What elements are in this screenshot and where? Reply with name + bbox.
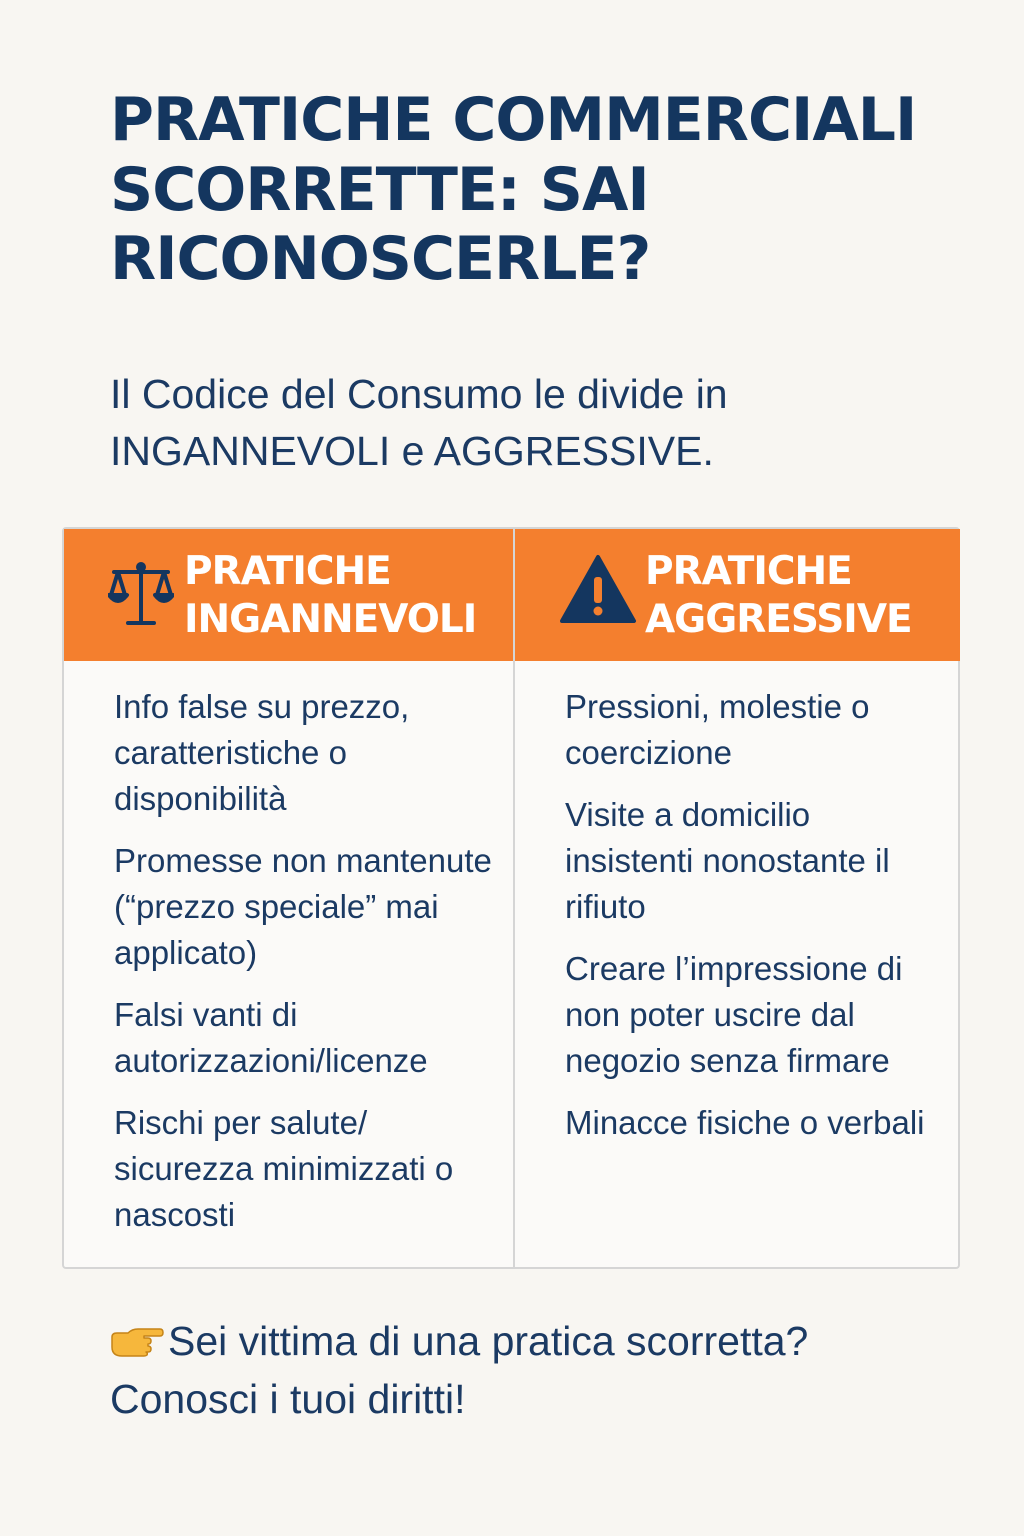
list-ingannevoli <box>114 684 497 1254</box>
list-item: Falsi vanti di autorizzazioni/licenze <box>114 996 428 1079</box>
pointing-hand-icon <box>110 1325 164 1357</box>
call-to-action <box>110 1312 970 1428</box>
heading-line: PRATICHE <box>184 549 391 594</box>
column-header-ingannevoli <box>64 529 513 661</box>
warning-icon <box>559 553 637 625</box>
intro-aggressive: AGGRESSIVE. <box>433 427 714 474</box>
cta-line: Sei vittima di una pratica scorretta? <box>168 1318 809 1364</box>
column-aggressive <box>513 529 960 1267</box>
scales-icon <box>108 557 174 631</box>
intro-ingannevoli: INGANNEVOLI <box>110 427 391 474</box>
heading-line: AGGRESSIVE <box>645 597 912 642</box>
cta-line: Conosci i tuoi diritti! <box>110 1376 466 1423</box>
column-header-aggressive <box>515 529 960 661</box>
list-item: Minacce fisiche o verbali <box>565 1104 925 1141</box>
column-ingannevoli <box>64 529 513 1267</box>
list-aggressive <box>565 684 944 1162</box>
list-item: Promesse non mantenute (“prezzo speciale” mai applicato) <box>114 842 492 971</box>
column-heading-ingannevoli <box>184 548 476 644</box>
intro-text <box>110 366 950 479</box>
list-item: Visite a domicilio insistenti nonostante il rifiuto <box>565 796 890 925</box>
heading-line: PRATICHE <box>645 549 852 594</box>
column-heading-aggressive <box>645 548 912 644</box>
comparison-table <box>62 527 960 1269</box>
list-item: Rischi per salute/ sicurezza minimizzati o nascosti <box>114 1104 454 1233</box>
heading-line: INGANNEVOLI <box>184 597 477 642</box>
list-item: Creare l’impressione di non poter uscire dal negozio senza firmare <box>565 950 903 1079</box>
intro-connector: e <box>401 427 425 474</box>
list-item: Info false su prezzo, caratteristiche o disponibilità <box>114 688 410 817</box>
list-item: Pressioni, molestie o coercizione <box>565 688 870 771</box>
intro-line: Il Codice del Consumo le divide in <box>110 371 728 417</box>
page-title: PRATICHE COMMERCIALI SCORRETTE: SAI RICONOSCERLE? <box>110 85 917 295</box>
